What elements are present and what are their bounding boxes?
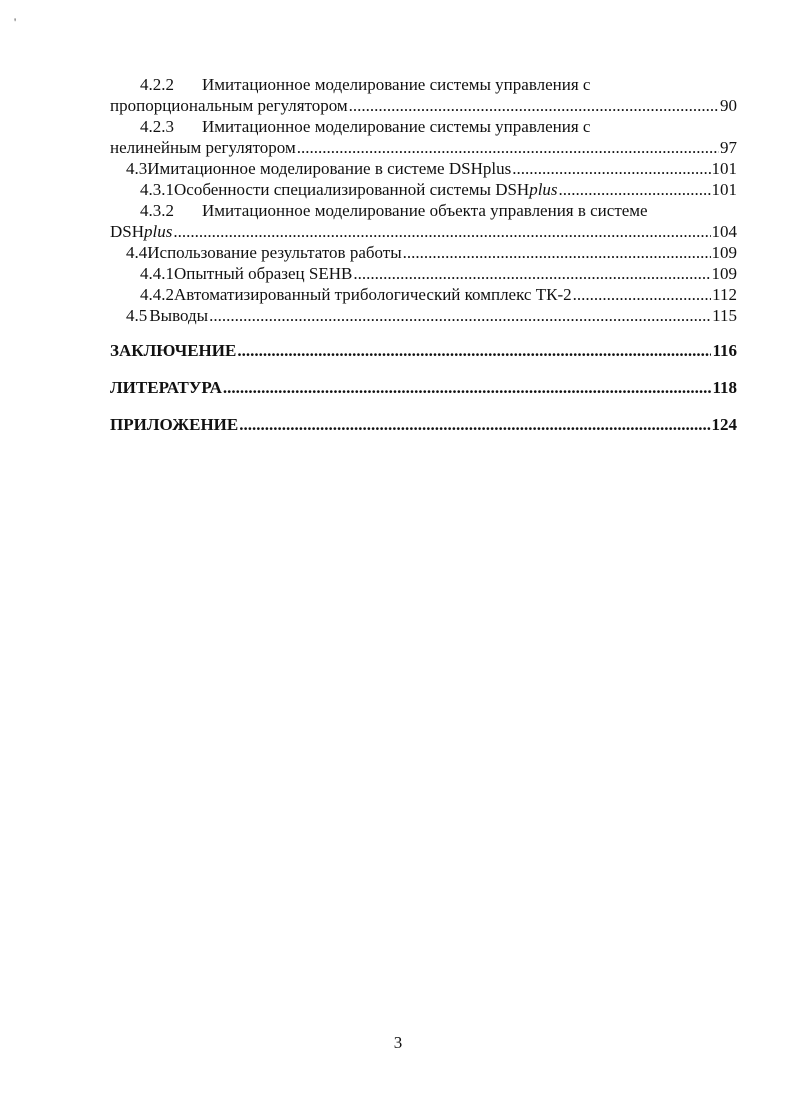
toc-leader [209, 305, 711, 326]
toc-leader [173, 221, 710, 242]
toc-title: Выводы [149, 306, 209, 325]
toc-page: 109 [711, 264, 737, 283]
toc-chapter-conclusion[interactable] [110, 340, 737, 361]
toc-leader [573, 284, 712, 305]
toc-leader [512, 158, 710, 179]
toc-title-continued: DSHplus [110, 222, 173, 241]
toc-entry-4-4[interactable] [110, 242, 737, 263]
toc-entry-4-5[interactable] [110, 305, 737, 326]
toc-entry-4-3-2[interactable] [110, 200, 737, 242]
toc-chapter-appendix[interactable] [110, 414, 737, 435]
toc-entry-4-2-2[interactable] [110, 74, 737, 116]
toc-page: 97 [720, 138, 737, 157]
toc-number: 4.4.2 [140, 285, 174, 304]
toc-leader [353, 263, 710, 284]
toc-title: Опытный образец SEHB [174, 264, 353, 283]
corner-mark: ' [14, 15, 17, 29]
toc-title: Имитационное моделирование системы управления с [202, 75, 591, 94]
toc-page: 101 [711, 180, 737, 199]
toc-title: Автоматизированный трибологический комплекс ТК-2 [174, 285, 572, 304]
toc-number: 4.5 [126, 306, 148, 325]
toc-number: 4.2.2 [140, 75, 174, 94]
toc-title: Имитационное моделирование объекта управления в системе [202, 201, 648, 220]
toc-entry-4-4-2[interactable] [110, 284, 737, 305]
toc-leader [349, 95, 719, 116]
toc-page: 109 [711, 243, 737, 262]
toc-page: 115 [712, 306, 737, 325]
toc-leader [297, 137, 719, 158]
toc-page: 101 [711, 159, 737, 178]
toc-leader [223, 377, 712, 398]
toc-title: Имитационное моделирование в системе DSHplus [147, 159, 512, 178]
toc-title: Особенности специализированной системы DSHplus [174, 180, 558, 199]
toc-page: 116 [712, 341, 737, 360]
toc-title: ПРИЛОЖЕНИЕ [110, 415, 239, 434]
toc-entry-4-3[interactable] [110, 158, 737, 179]
toc-number: 4.3.1 [140, 180, 174, 199]
toc-page: 112 [712, 285, 737, 304]
toc-number: 4.3.2 [140, 201, 174, 220]
toc-page: 124 [711, 415, 737, 434]
toc-number: 4.4.1 [140, 264, 174, 283]
toc-entry-4-4-1[interactable] [110, 263, 737, 284]
toc-leader [239, 414, 710, 435]
page-number: 3 [393, 1033, 403, 1052]
toc-title: Имитационное моделирование системы управления с [202, 117, 591, 136]
toc-entry-4-3-1[interactable] [110, 179, 737, 200]
toc-number: 4.2.3 [140, 117, 174, 136]
toc-page: 104 [711, 222, 737, 241]
toc-leader [403, 242, 711, 263]
toc-title-continued: пропорциональным регулятором [110, 96, 348, 115]
table-of-contents [110, 74, 737, 435]
toc-title: ЛИТЕРАТУРА [110, 378, 222, 397]
toc-title: Использование результатов работы [147, 243, 402, 262]
toc-title-continued: нелинейным регулятором [110, 138, 296, 157]
toc-entry-4-2-3[interactable] [110, 116, 737, 158]
toc-number: 4.3 [126, 159, 148, 178]
toc-page: 90 [720, 96, 737, 115]
toc-number: 4.4 [126, 243, 148, 262]
toc-leader [559, 179, 711, 200]
toc-title: ЗАКЛЮЧЕНИЕ [110, 341, 237, 360]
toc-page: 118 [712, 378, 737, 397]
toc-leader [237, 340, 711, 361]
toc-chapter-literature[interactable] [110, 377, 737, 398]
